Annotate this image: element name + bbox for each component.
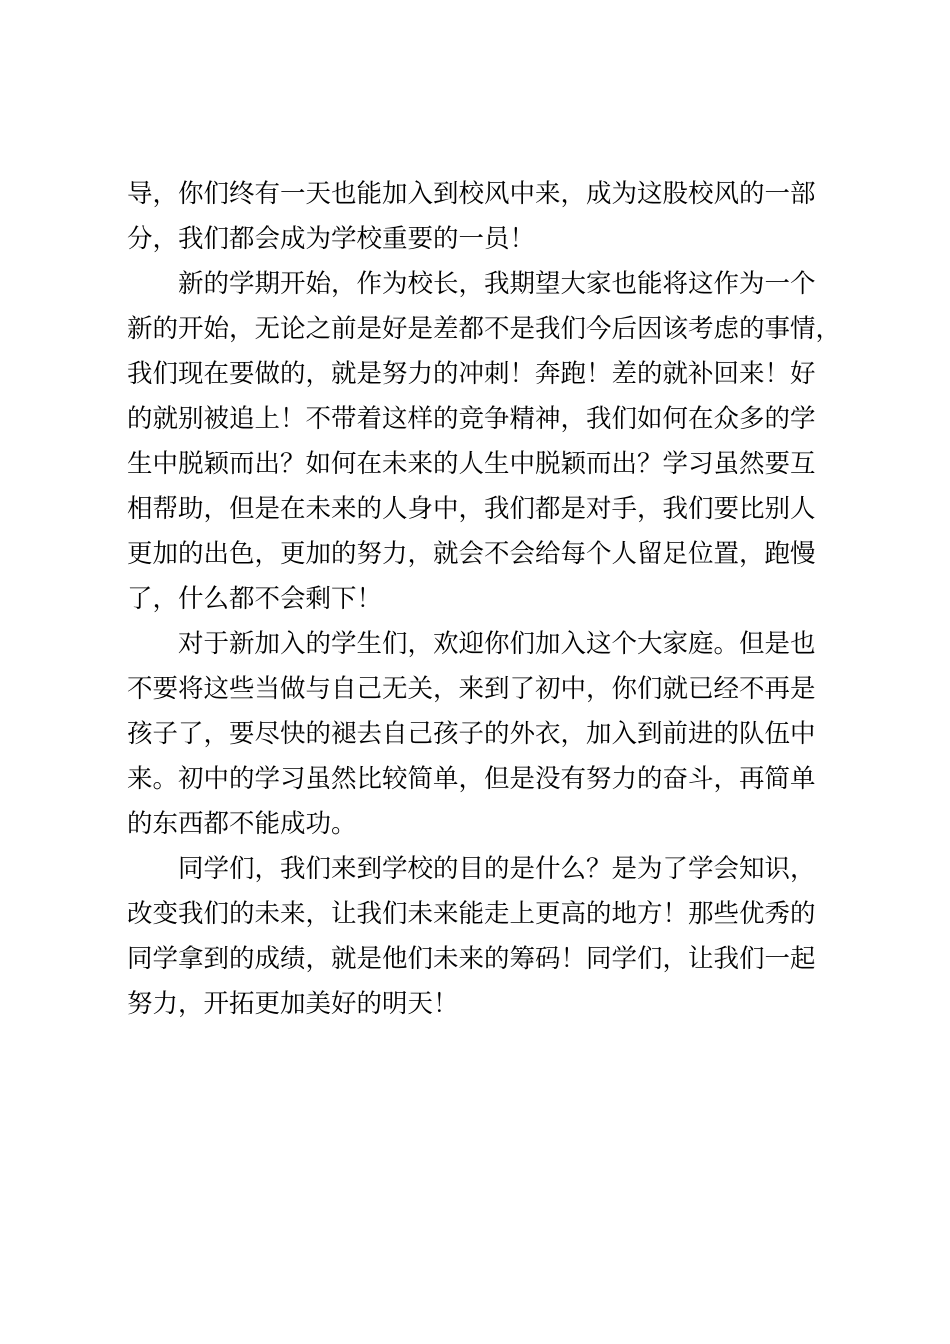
- paragraph-start-line: 同学们，我们来到学校的目的是什么？是为了学会知识，: [178, 854, 816, 884]
- paragraph-start-line: 对于新加入的学生们，欢迎你们加入这个大家庭。但是也: [178, 629, 816, 659]
- text-line: 努力，开拓更加美好的明天！: [127, 989, 459, 1019]
- text-line: 的东西都不能成功。: [127, 809, 357, 839]
- text-line: 了，什么都不会剩下！: [127, 584, 383, 614]
- text-line: 分，我们都会成为学校重要的一员！: [127, 224, 536, 254]
- text-line: 新的开始，无论之前是好是差都不是我们今后因该考虑的事情，: [127, 314, 842, 344]
- text-line: 我们现在要做的，就是努力的冲刺！奔跑！差的就补回来！好: [127, 359, 816, 389]
- text-line: 生中脱颖而出？如何在未来的人生中脱颖而出？学习虽然要互: [127, 449, 816, 479]
- text-line: 同学拿到的成绩，就是他们未来的筹码！同学们，让我们一起: [127, 944, 816, 974]
- text-line: 改变我们的未来，让我们未来能走上更高的地方！那些优秀的: [127, 899, 816, 929]
- text-line: 的就别被追上！不带着这样的竞争精神，我们如何在众多的学: [127, 404, 816, 434]
- text-line: 不要将这些当做与自己无关，来到了初中，你们就已经不再是: [127, 674, 816, 704]
- text-line: 更加的出色，更加的努力，就会不会给每个人留足位置，跑慢: [127, 539, 816, 569]
- text-line: 相帮助，但是在未来的人身中，我们都是对手，我们要比别人: [127, 494, 816, 524]
- text-line: 导，你们终有一天也能加入到校风中来，成为这股校风的一部: [127, 179, 816, 209]
- text-line: 来。初中的学习虽然比较简单，但是没有努力的奋斗，再简单: [127, 764, 816, 794]
- body-text: [127, 172, 842, 1027]
- text-line: 孩子了，要尽快的褪去自己孩子的外衣，加入到前进的队伍中: [127, 719, 816, 749]
- paragraph-start-line: 新的学期开始，作为校长，我期望大家也能将这作为一个: [178, 269, 816, 299]
